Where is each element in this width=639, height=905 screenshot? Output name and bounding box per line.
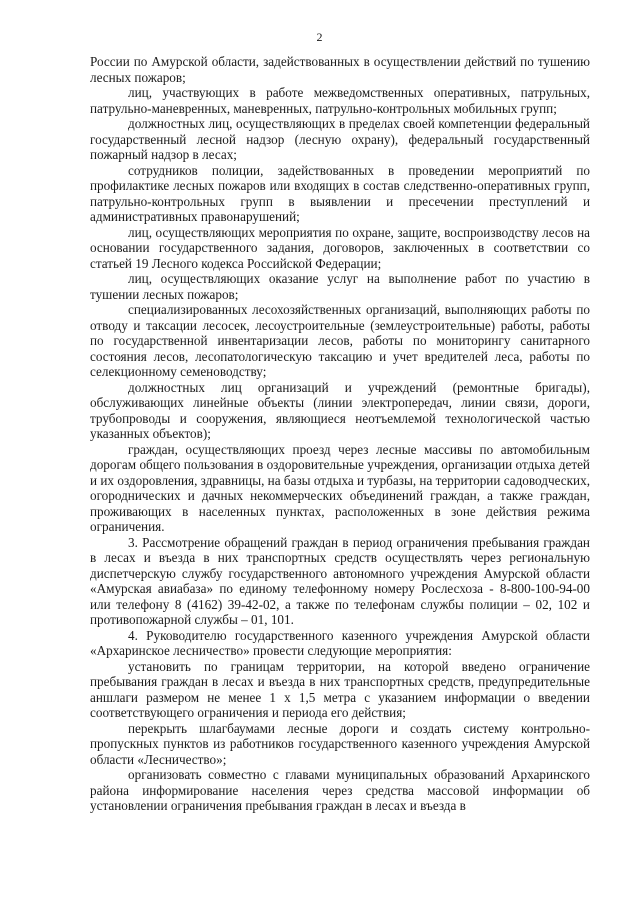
page-number: 2 (316, 30, 323, 44)
document-body (90, 54, 590, 814)
paragraph-1: России по Амурской области, задействованных в осуществлении действий по тушению лесных пожаров; (90, 54, 590, 85)
paragraph-12: установить по границам территории, на которой введено ограничение пребывания граждан в лесах и въезда в них транспортных средств, предупредительные аншлаги размером не менее 1 х 1,5 метра с указанием информации о введении соответствующего ограничения и периода его действия; (90, 658, 590, 720)
paragraph-4: сотрудников полиции, задействованных в проведении мероприятий по профилактике лесных пожаров или входящих в состав следственно-оперативных групп, патрульно-контрольных групп в выявлении и пресечении преступлений и административных правонарушений; (90, 162, 590, 224)
paragraph-2: лиц, участвующих в работе межведомственных оперативных, патрульных, патрульно-маневренных, маневренных, патрульно-контрольных мобильных групп; (90, 85, 590, 116)
paragraph-8: должностных лиц организаций и учреждений (ремонтные бригады), обслуживающих линейные объекты (линии электропередач, линии связи, дороги, трубопроводы и сооружения, являющиеся неотъемлемой технологической частью указанных объектов); (90, 379, 590, 441)
paragraph-7: специализированных лесохозяйственных организаций, выполняющих работы по отводу и таксации лесосек, лесоустроительные (землеустроительные) работы, работы по государственной инвентаризации лесов, работы по мониторингу санитарного состояния лесов, лесопатологическую таксацию и учет вредителей леса, работы по селекционному семеноводству; (90, 302, 590, 379)
paragraph-10: 3. Рассмотрение обращений граждан в период ограничения пребывания граждан в лесах и въезда в них транспортных средств осуществлять через региональную диспетчерскую службу государственного автономного учреждения Амурской области «Амурская авиабаза» по единому телефонному номеру Рослесхоза - 8-800-100-94-00 или телефону 8 (4162) 39-42-02, а также по телефонам службы полиции – 02, 102 и противопожарной службы – 01, 101. (90, 534, 590, 627)
paragraph-14: организовать совместно с главами муниципальных образований Архаринского района информирование населения через средства массовой информации об установлении ограничения пребывания граждан в лесах и въезда в (90, 767, 590, 813)
paragraph-3: должностных лиц, осуществляющих в пределах своей компетенции федеральный государственный лесной надзор (лесную охрану), федеральный государственный пожарный надзор в лесах; (90, 116, 590, 162)
paragraph-6: лиц, осуществляющих оказание услуг на выполнение работ по участию в тушении лесных пожаров; (90, 271, 590, 302)
paragraph-11: 4. Руководителю государственного казенного учреждения Амурской области «Архаринское лесничество» провести следующие мероприятия: (90, 627, 590, 658)
paragraph-9: граждан, осуществляющих проезд через лесные массивы по автомобильным дорогам общего пользования в оздоровительные учреждения, организации отдыха детей и их оздоровления, здравницы, на базы отдыха и турбазы, на территории садоводческих, огороднических и дачных некоммерческих объединений граждан, а также граждан, проживающих в населенных пунктах, расположенных в зоне действия режима ограничения. (90, 441, 590, 534)
paragraph-13: перекрыть шлагбаумами лесные дороги и создать систему контрольно-пропускных пунктов из работников государственного казенного учреждения Амурской области «Лесничество»; (90, 720, 590, 767)
paragraph-5: лиц, осуществляющих мероприятия по охране, защите, воспроизводству лесов на основании государственного задания, договоров, заключенных в соответствии со статьей 19 Лесного кодекса Российской Федерации; (90, 224, 590, 271)
